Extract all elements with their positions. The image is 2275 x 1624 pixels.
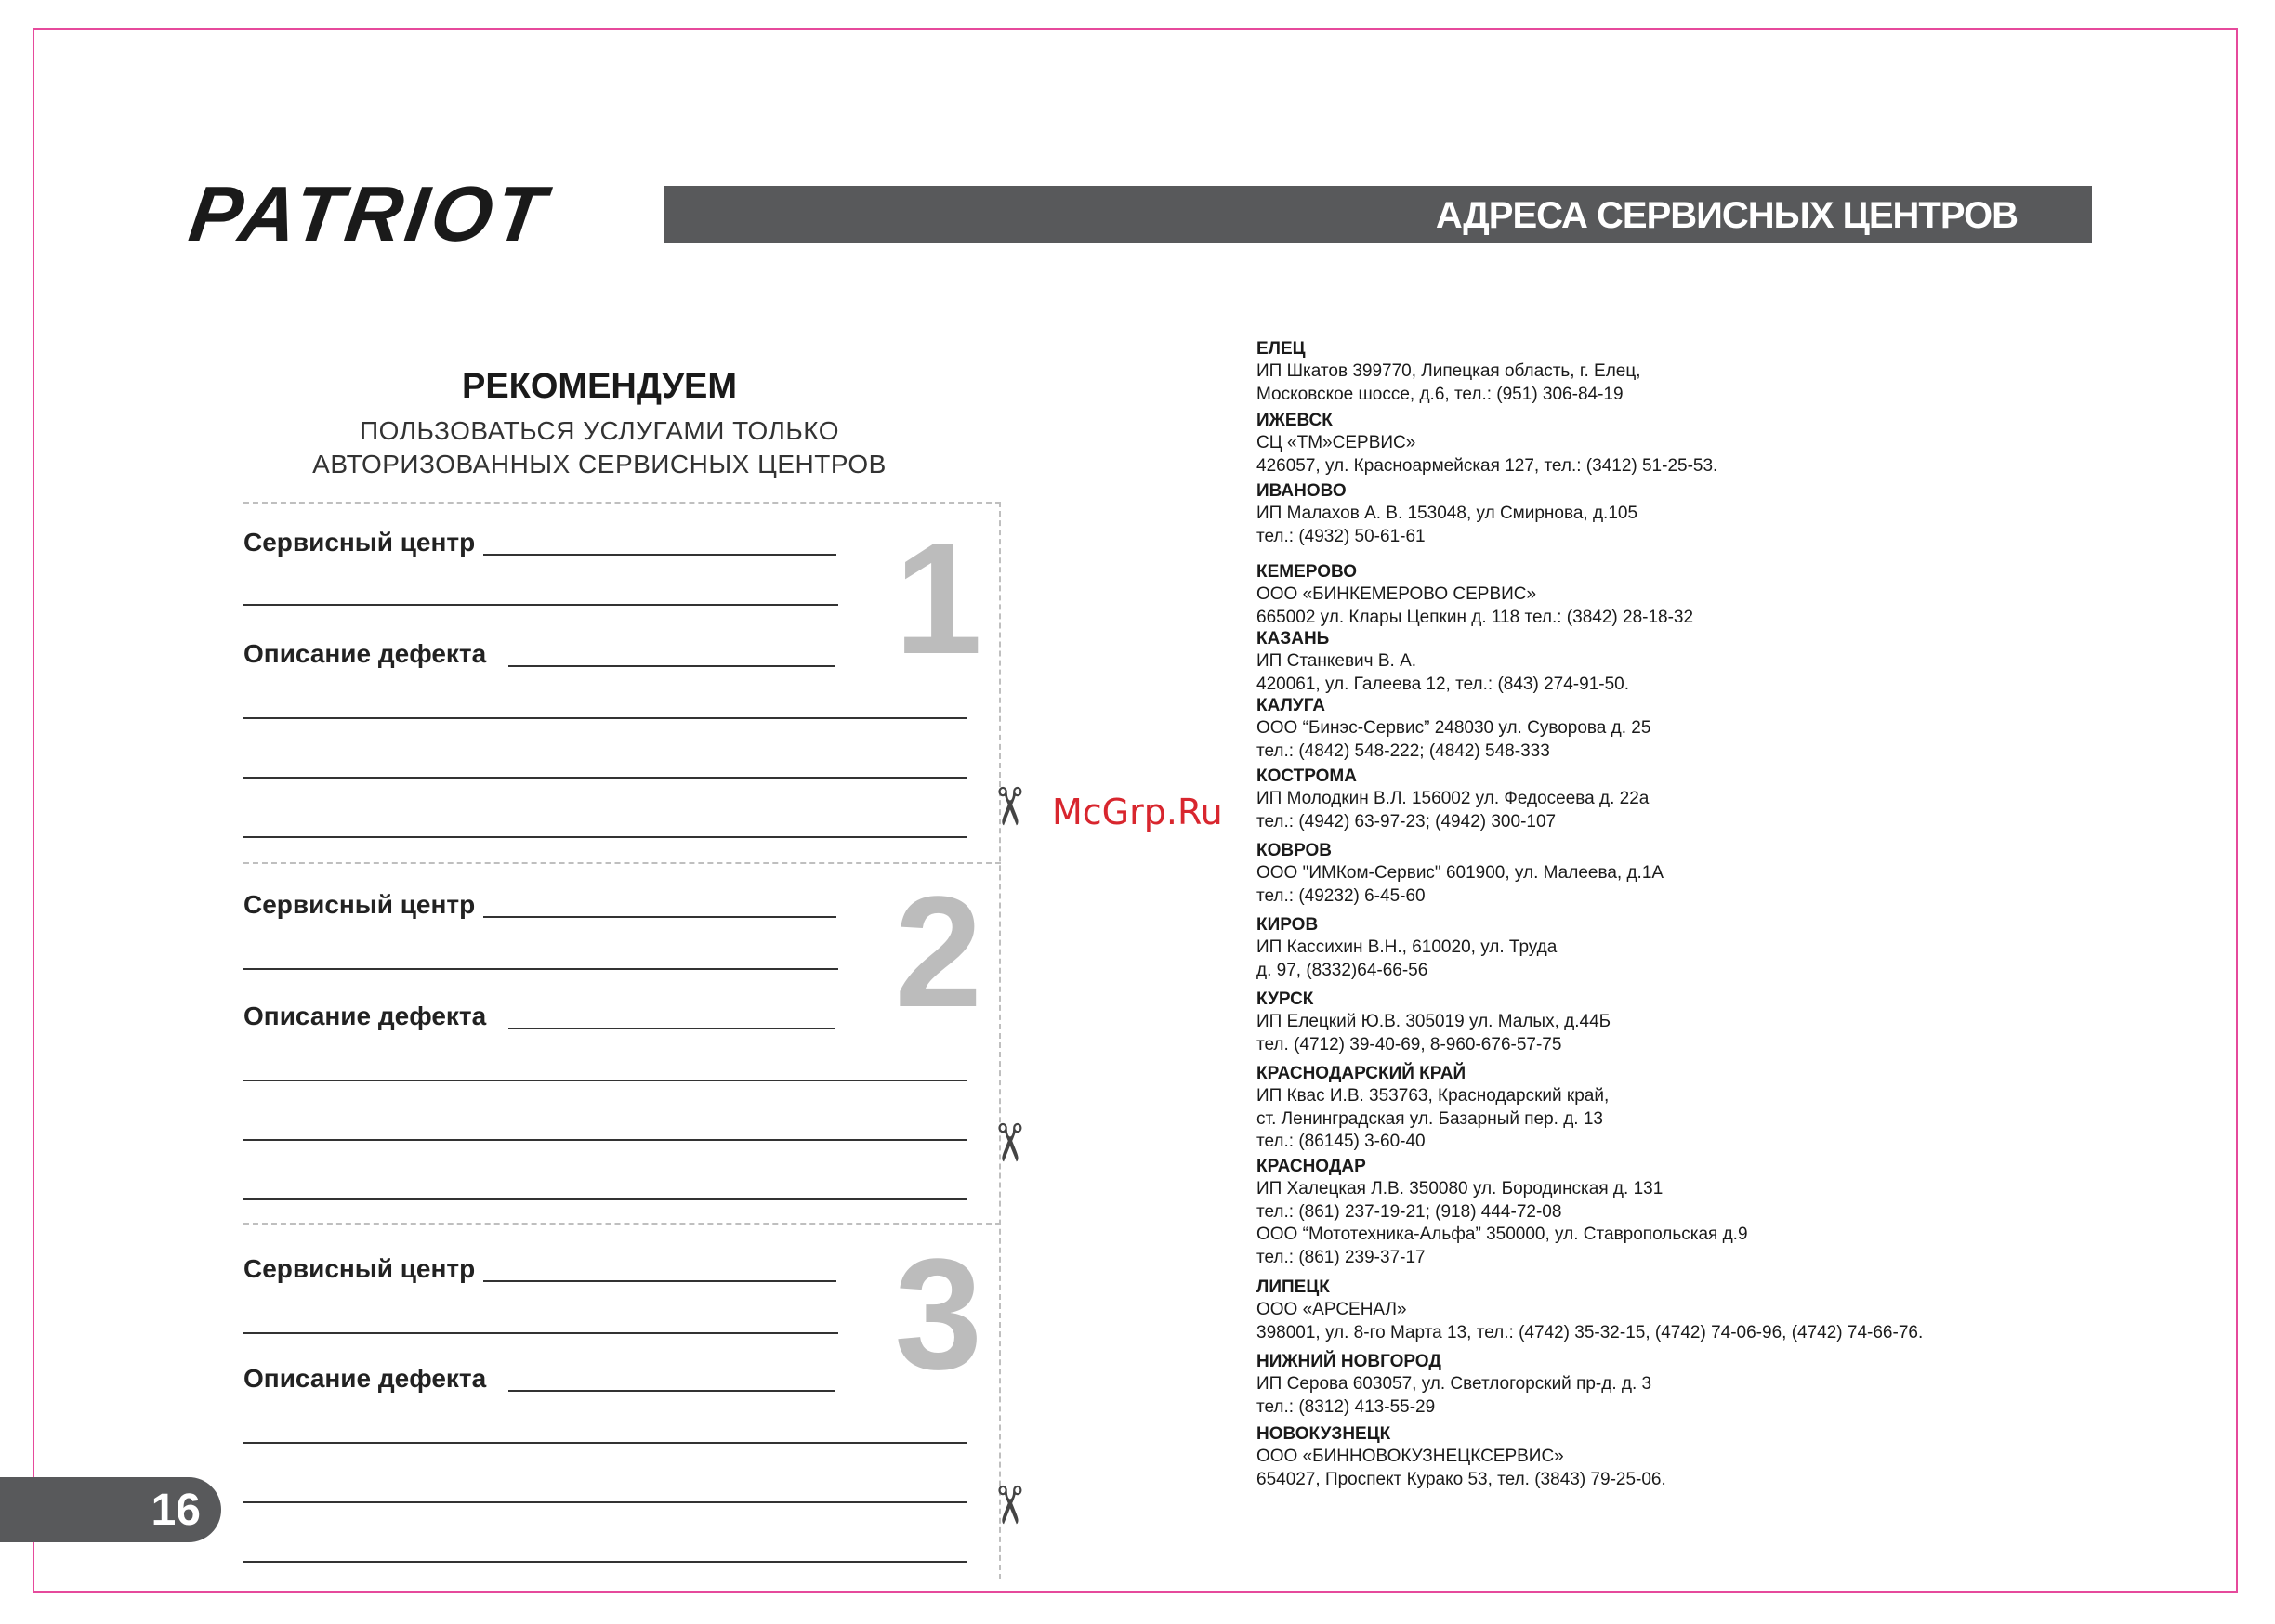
address-line: ИП Шкатов 399770, Липецкая область, г. Елец,	[1256, 361, 1641, 381]
scissors-icon: ✂	[980, 1120, 1039, 1165]
address-line: ООО “Мототехника-Альфа” 350000, ул. Ставропольская д.9	[1256, 1225, 1748, 1244]
defect-line[interactable]	[243, 717, 967, 719]
coupon-1	[243, 502, 1001, 864]
defect-line[interactable]	[243, 1501, 967, 1503]
city-name: КРАСНОДАР	[1256, 1157, 1366, 1176]
address-line: ИП Малахов А. В. 153048, ул Смирнова, д.105	[1256, 504, 1638, 523]
coupon-number: 1	[894, 511, 982, 688]
address-line: 654027, Проспект Курако 53, тел. (3843) 79-25-06.	[1256, 1469, 1666, 1489]
address-line: тел.: (8312) 413-55-29	[1256, 1396, 1436, 1417]
scissors-icon: ✂	[980, 784, 1039, 829]
defect-line[interactable]	[243, 1080, 967, 1081]
address-line: ИП Елецкий Ю.В. 305019 ул. Малых, д.44Б	[1256, 1012, 1611, 1031]
defect-line[interactable]	[243, 836, 967, 838]
address-line: д. 97, (8332)64-66-56	[1256, 960, 1428, 980]
address-line: ИП Серова 603057, ул. Светлогорский пр-д. д. 3	[1256, 1374, 1652, 1394]
city-name: КАЛУГА	[1256, 696, 1325, 715]
address-line: ООО «БИНКЕМЕРОВО СЕРВИС»	[1256, 584, 1537, 604]
defect-description-field[interactable]	[508, 1028, 835, 1029]
address-line: Московское шоссе, д.6, тел.: (951) 306-84-19	[1256, 384, 1624, 404]
address-line: ИП Квас И.В. 353763, Краснодарский край,	[1256, 1086, 1610, 1106]
address-line: 665002 ул. Клары Цепкин д. 118 тел.: (3842) 28-18-32	[1256, 607, 1694, 627]
section-title: АДРЕСА СЕРВИСНЫХ ЦЕНТРОВ	[1435, 195, 2018, 236]
city-name: ЛИПЕЦК	[1256, 1277, 1330, 1297]
city-name: КОВРОВ	[1256, 841, 1333, 860]
recommend-block	[279, 367, 920, 481]
coupon-2	[243, 864, 1001, 1226]
defect-description-label: Описание дефекта	[243, 639, 487, 668]
defect-description-field[interactable]	[508, 1390, 835, 1392]
city-name: ЕЛЕЦ	[1256, 339, 1306, 359]
service-center-label: Сервисный центр	[243, 1254, 476, 1283]
section-header-bar	[664, 186, 2092, 243]
city-name: НИЖНИЙ НОВГОРОД	[1256, 1352, 1441, 1371]
address-line: ИП Молодкин В.Л. 156002 ул. Федосеева д. 22а	[1256, 789, 1650, 808]
address-line: СЦ «ТМ»СЕРВИС»	[1256, 433, 1416, 452]
defect-line[interactable]	[243, 777, 967, 779]
address-line: тел.: (861) 237-19-21; (918) 444-72-08	[1256, 1201, 1562, 1222]
defect-line[interactable]	[243, 1442, 967, 1444]
address-line: тел.: (4942) 63-97-23; (4942) 300-107	[1256, 811, 1557, 832]
city-name: КИРОВ	[1256, 915, 1319, 935]
address-line: 426057, ул. Красноармейская 127, тел.: (3412) 51-25-53.	[1256, 455, 1718, 476]
service-center-label: Сервисный центр	[243, 890, 476, 919]
defect-description-label: Описание дефекта	[243, 1002, 487, 1030]
address-line: тел.: (86145) 3-60-40	[1256, 1132, 1426, 1151]
address-line: тел.: (4932) 50-61-61	[1256, 526, 1426, 546]
city-name: ИЖЕВСК	[1256, 411, 1333, 430]
page-number: 16	[151, 1486, 201, 1535]
defect-description-label: Описание дефекта	[243, 1364, 487, 1393]
defect-line[interactable]	[243, 1198, 967, 1200]
city-name: КЕМЕРОВО	[1256, 562, 1357, 582]
defect-description-field[interactable]	[508, 665, 835, 667]
city-name: ИВАНОВО	[1256, 481, 1347, 501]
address-line: ООО “Бинэс-Сервис” 248030 ул. Суворова д. 25	[1256, 718, 1651, 738]
coupon-number: 2	[894, 864, 982, 1041]
service-center-field[interactable]	[483, 916, 836, 918]
address-line: тел.: (49232) 6-45-60	[1256, 885, 1426, 906]
address-line: ИП Кассихин В.Н., 610020, ул. Труда	[1256, 937, 1558, 957]
scissors-icon: ✂	[980, 1483, 1039, 1527]
address-line: ООО «АРСЕНАЛ»	[1256, 1300, 1407, 1319]
defect-line[interactable]	[243, 1139, 967, 1141]
city-name: НОВОКУЗНЕЦК	[1256, 1424, 1391, 1444]
city-name: КАЗАНЬ	[1256, 629, 1330, 648]
city-name: КРАСНОДАРСКИЙ КРАЙ	[1256, 1064, 1466, 1083]
address-line: ИП Халецкая Л.В. 350080 ул. Бородинская д. 131	[1256, 1179, 1664, 1198]
coupon-3	[243, 1226, 1001, 1589]
address-line: 420061, ул. Галеева 12, тел.: (843) 274-91-50.	[1256, 674, 1629, 694]
address-line: тел.: (4842) 548-222; (4842) 548-333	[1256, 740, 1550, 761]
address-line: ст. Ленинградская ул. Базарный пер. д. 13	[1256, 1108, 1603, 1129]
service-center-field-line-2[interactable]	[243, 968, 838, 970]
coupon-number: 3	[894, 1226, 982, 1403]
address-line: ООО «БИННОВОКУЗНЕЦКСЕРВИС»	[1256, 1447, 1564, 1466]
recommend-heading: РЕКОМЕНДУЕМ	[461, 367, 738, 406]
service-center-field[interactable]	[483, 554, 836, 556]
patriot-logo: PATRIOT	[184, 170, 554, 257]
address-line: 398001, ул. 8-го Марта 13, тел.: (4742) 35-32-15, (4742) 74-06-96, (4742) 74-66-76.	[1256, 1322, 1924, 1342]
service-center-field[interactable]	[483, 1280, 836, 1282]
page-number-tab	[0, 1477, 221, 1542]
warranty-coupons	[243, 502, 1039, 1579]
service-center-field-line-2[interactable]	[243, 1332, 838, 1334]
city-name: КУРСК	[1256, 989, 1314, 1009]
watermark: McGrp.Ru	[1052, 792, 1223, 832]
defect-line[interactable]	[243, 1561, 967, 1563]
address-line: тел. (4712) 39-40-69, 8-960-676-57-75	[1256, 1034, 1562, 1054]
address-line: ИП Станкевич В. А.	[1256, 651, 1417, 671]
address-line: тел.: (861) 239-37-17	[1256, 1247, 1426, 1267]
address-line: ООО "ИМКом-Сервис" 601900, ул. Малеева, д.1А	[1256, 863, 1664, 883]
recommend-line-2: АВТОРИЗОВАННЫХ СЕРВИСНЫХ ЦЕНТРОВ	[312, 450, 887, 478]
service-center-field-line-2[interactable]	[243, 604, 838, 606]
city-name: КОСТРОМА	[1256, 766, 1357, 786]
recommend-line-1: ПОЛЬЗОВАТЬСЯ УСЛУГАМИ ТОЛЬКО	[360, 416, 839, 445]
service-center-label: Сервисный центр	[243, 528, 476, 557]
